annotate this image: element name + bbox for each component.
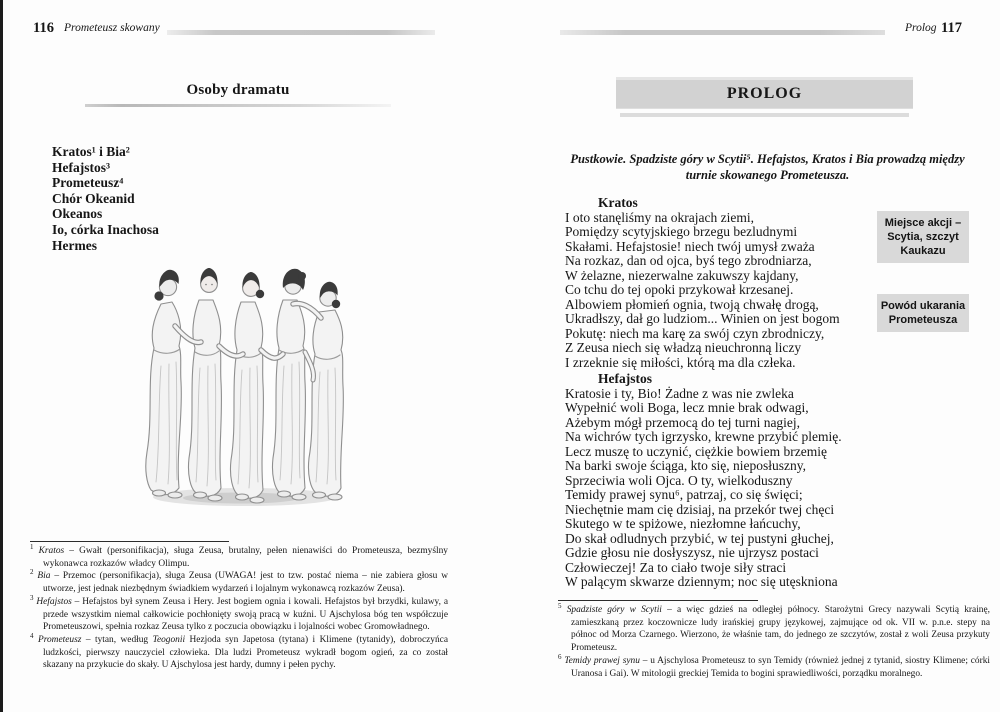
footnote bbox=[558, 601, 990, 655]
verse-line: Wypełnić woli Boga, lecz mnie brak odwagi, bbox=[565, 400, 809, 415]
verse-line: Skałami. Hefajstosie! niech twój umysł zważa bbox=[565, 238, 815, 254]
right-section-title: PROLOG bbox=[726, 85, 803, 102]
speech-block bbox=[565, 196, 877, 370]
margin-note-location: Miejsce akcji – Scytia, szczyt Kaukazu bbox=[877, 211, 969, 263]
verse-line: I oto stanęliśmy na okrajach ziemi, bbox=[565, 209, 754, 225]
footnote-number: 2 bbox=[30, 568, 34, 577]
footnote-text: – tytan, według bbox=[81, 634, 153, 645]
cast-member: Chór Okeanid bbox=[52, 190, 135, 206]
footnote bbox=[30, 542, 448, 570]
verse-line: Temidy prawej synu⁶, patrzaj, co się święci; bbox=[565, 487, 803, 502]
footnote-number: 5 bbox=[558, 601, 562, 610]
left-running-title: Prometeusz skowany bbox=[64, 22, 160, 34]
footnote-number: 3 bbox=[30, 593, 34, 602]
verse-line: Kratosie i ty, Bio! Żadne z was nie zwleka bbox=[565, 385, 794, 401]
verse-line: Na barki swoje ściąga, kto się, nieposłuszny, bbox=[565, 458, 806, 473]
footnote-text: – Przemoc (personifikacja), sługa Zeusa (UWAGA! jest to tzw. postać niema – nie zabiera głosu w utworze, jest jednak niezbędnym świadkiem wydarzeń i lojalnym wykonawcą rozkazów Zeusa). bbox=[43, 571, 448, 595]
verse-line: Sprzeciwia woli Ojca. O ty, wielkoduszny bbox=[565, 472, 793, 488]
footnote-term: Spadziste góry w Scytii bbox=[566, 605, 662, 615]
speaker-name: Kratos bbox=[598, 195, 638, 210]
footnote-text: – Gwałt (personifikacja), sługa Zeusa, brutalny, pełen nienawiści do Prometeusza, bezmyślny wykonawca rozkazów władcy Olimpu. bbox=[43, 546, 448, 569]
verse-line: Niechętnie mam cię dzisiaj, na przekór twej chęci bbox=[565, 501, 835, 517]
verse-line: Z Zeusa niech się władzą nieuchronną liczy bbox=[565, 340, 802, 355]
footnote bbox=[30, 631, 448, 672]
footnote-number: 4 bbox=[30, 631, 34, 640]
footnote bbox=[30, 570, 448, 595]
left-page-number: 116 bbox=[33, 20, 54, 36]
left-section-underline bbox=[85, 104, 391, 107]
cast-member: Io, córka Inachosa bbox=[52, 221, 159, 237]
verse-line: Ażebym mógł przemocą do tej turni nagiej, bbox=[565, 414, 801, 430]
footnote-term: Bia bbox=[37, 571, 51, 582]
speech-block bbox=[565, 372, 877, 590]
footnote-term: Temidy prawej synu bbox=[564, 655, 640, 666]
footnote-term: Prometeusz bbox=[37, 634, 82, 645]
footnote-text: – a więc gdzieś na odległej północy. Starożytni Grecy nazywali Scytią krainę, zamieszkaną przez koczownicze ludy irańskiej grupy językowej, zajmujące od ok. VII w. p.n.e. stepy na północ od Morza Czarnego. Wierzono, że właśnie tam, do jednego ze szczytów, został z woli Zeusa przykuty Prometeusz. bbox=[571, 605, 990, 654]
left-section-title: Osoby dramatu bbox=[186, 82, 290, 98]
verse-line: Człowieczej! Za to ciało twoje siły straci bbox=[565, 559, 787, 575]
section-title-box bbox=[616, 77, 913, 109]
left-footnote-rule bbox=[30, 541, 229, 542]
cast-member: Hefajstos³ bbox=[52, 159, 111, 175]
footnote-term: Kratos bbox=[38, 546, 65, 556]
scan-edge bbox=[0, 0, 3, 712]
footnote-number: 1 bbox=[30, 542, 34, 551]
verse-line: I zrzeknie się miłości, którą ma dla człeka. bbox=[565, 354, 796, 370]
footnote-number: 6 bbox=[558, 652, 562, 661]
cast-list bbox=[52, 144, 159, 253]
footnote-term: Teogonii bbox=[152, 634, 186, 645]
right-header-band bbox=[560, 30, 885, 35]
verse-line: W żelazne, niezerwalne zakuwszy kajdany, bbox=[565, 267, 799, 283]
stage-direction: Pustkowie. Spadziste góry w Scytii⁵. Hefajstos, Kratos i Bia prowadzą między turnie skowanego Prometeusza. bbox=[570, 152, 965, 182]
speeches bbox=[565, 196, 877, 590]
cast-member: Okeanos bbox=[52, 206, 103, 222]
cast-member: Hermes bbox=[52, 237, 97, 253]
verse-line: Na wichrów tych igrzysko, krewne przybić plemię. bbox=[565, 429, 842, 444]
cast-member: Kratos¹ i Bia² bbox=[52, 144, 130, 159]
section-title-box-shadow-strip bbox=[620, 113, 909, 117]
verse-line: Pokutę: niech ma karę za swój czyn zbrodniczy, bbox=[565, 325, 825, 341]
footnote-text: – Hefajstos był synem Zeusa i Hery. Jest bogiem ognia i kowali. Hefajstos był brzydki, kulawy, a przede wszystkim niemal całkowicie pochłonięty swoją pracą w kuźni. U Ajschylosa bóg ten współczuje Prometeuszowi, spełnia rozkaz Zeusa tylko z poczucia obowiązku i lojalności wobec Gromowładnego. bbox=[43, 596, 448, 633]
right-running-title: Prolog bbox=[905, 22, 937, 34]
right-footnote-rule bbox=[558, 600, 758, 601]
footnote bbox=[558, 652, 990, 680]
footnote-text: Hezjoda syn Japetosa (tytana) i Klimene (tytanidy), dobroczyńca ludzkości, pierwszy nauczyciel człowieka. Dla ludzi Prometeusz wykradł bogom ogień, za co został skazany na przykucie do skały. U Ajschylosa jest hardy, dumny i pełen pychy. bbox=[43, 634, 448, 671]
footnotes-left bbox=[30, 542, 448, 672]
verse-line: Skutego w te spiżowe, niezłomne łańcuchy, bbox=[565, 516, 801, 531]
verse-line: Ukradłszy, dał go ludziom... Winien on jest bogom bbox=[565, 311, 840, 326]
verse-line: W palącym skwarze dziennym; noc się utęskniona bbox=[565, 574, 838, 589]
okeanids-illustration bbox=[123, 254, 368, 512]
verse-line: Na rozkaz, dan od ojca, byś tego zbrodniarza, bbox=[565, 253, 812, 268]
verse-line: Pomiędzy scytyjskiego brzegu bezludnymi bbox=[565, 224, 798, 239]
verse-line: Gdzie głosu nie dosłyszysz, nie ujrzysz postaci bbox=[565, 545, 819, 560]
verse-line: Do skał odludnych przybić, w tej pustyni głuchej, bbox=[565, 530, 834, 546]
verse-line: Co tchu do tej opoki przykował krzesanej. bbox=[565, 282, 794, 297]
footnotes-right bbox=[558, 601, 990, 680]
verse-line: Albowiem płomień ognia, twoją chwałę drogą, bbox=[565, 296, 819, 312]
footnote-term: Hefajstos bbox=[36, 596, 72, 607]
verse-line: Lecz muszę to uczynić, ciężkie bowiem brzemię bbox=[565, 443, 827, 459]
right-page-number: 117 bbox=[941, 20, 962, 36]
margin-note-reason: Powód ukarania Prometeusza bbox=[877, 294, 969, 332]
speaker-name: Hefajstos bbox=[598, 371, 652, 386]
left-header-band bbox=[167, 30, 435, 35]
footnote bbox=[30, 593, 448, 634]
footnote-text: – u Ajschylosa Prometeusz to syn Temidy (również jednej z tytanid, siostry Klimene; córki Uranosa i Gai). W mitologii greckiej Temida to bogini sprawiedliwości, porządku moralnego. bbox=[571, 655, 990, 679]
cast-member: Prometeusz⁴ bbox=[52, 175, 124, 191]
